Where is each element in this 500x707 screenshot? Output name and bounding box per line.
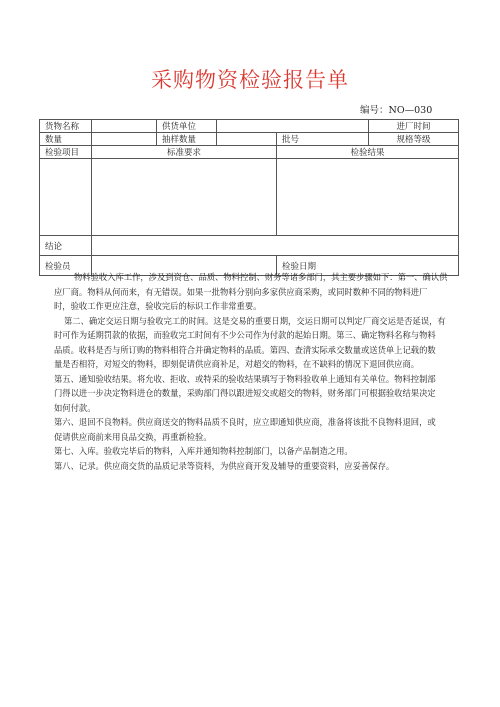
procedure-line: 物料验收入库工作，涉及到资仓、品质、物料控制、财务等诸多部门，其主要步骤如下：第一、确认供 [74, 272, 448, 282]
procedure-line: 促请供应商前来用良品交换，再重新检验。 [54, 431, 212, 442]
batch-number-label: 批号 [277, 133, 369, 146]
procedure-line: 第二、确定交运日期与验收完工的时间。这是交易的重要日期，交运日期可以判定厂商交运是否延误，有 [64, 315, 446, 326]
spec-grade-label: 规格等级 [369, 133, 459, 146]
inspection-result-header: 检验结果 [277, 146, 459, 159]
form-row-quantity [40, 133, 459, 146]
procedure-line: 时，验收工作更应注意，验收完后的标识工作非常重要。 [54, 301, 262, 311]
inspection-result-cell[interactable] [277, 159, 459, 236]
procedure-line: 第六、退回不良物料。供应商送交的物料品质不良时，应立即通知供应商，准备将该批不良物料退回，或 [54, 417, 436, 427]
conclusion-value[interactable] [92, 236, 459, 256]
procedure-line: 第八、记录。供应商交货的品质记录等资料，为供应商开发及辅导的重要资料，应妥善保存。 [54, 460, 395, 471]
procedure-line: 量是否相符，对短交的物料，即刻促请供应商补足，对超交的物料，在不缺料的情况下退回供应商。 [54, 359, 420, 369]
form-row-content [40, 159, 459, 236]
goods-name-value[interactable] [92, 120, 157, 133]
procedure-line: 门得以进一步决定物料进仓的数量，采购部门得以跟进短交或超交的物料，财务部门可根据验收结果决定 [54, 388, 436, 398]
sample-quantity-label: 抽样数量 [157, 133, 217, 146]
form-row-conclusion [40, 236, 459, 256]
form-row-headers [40, 146, 459, 159]
inspection-item-cell[interactable] [40, 159, 92, 236]
sample-quantity-value[interactable] [217, 133, 277, 146]
inspect-date-label: 检验日期 [277, 256, 459, 276]
supplier-value[interactable] [217, 120, 369, 133]
form-row-goods [40, 120, 459, 133]
procedure-line: 第五、通知验收结果。将允收、拒收、或特采的验收结果填写于物料验收单上通知有关单位。物料控制部 [54, 373, 436, 384]
document-number: 编号：NO—030 [360, 105, 433, 116]
inspection-form-table [39, 119, 459, 276]
procedure-line: 时可作为延期罚款的依据，而验收完工时间有不少公司作为付款的起始日期。第三、确定物料名称与物料 [54, 330, 436, 340]
procedure-line: 如何付款。 [54, 402, 96, 413]
procedure-line: 应厂商。物料从何而来，有无错误。如果一批物料分别向多家供应商采购，或同时数种不同的物料进厂 [54, 286, 428, 297]
report-title: 采购物资检验报告单 [151, 68, 349, 92]
standard-requirement-cell[interactable] [92, 159, 277, 236]
inspection-item-header: 检验项目 [40, 146, 92, 159]
procedure-line: 第七、入库。验收完毕后的物料，入库并通知物料控制部门，以备产品制造之用。 [54, 446, 353, 456]
procedure-line: 品质。收料是否与所订购的物料相符合并确定物料的品质。第四、查清实际承交数量或送货单上记载的数 [54, 344, 436, 355]
standard-requirement-header: 标准要求 [92, 146, 277, 159]
quantity-value[interactable] [92, 133, 157, 146]
conclusion-label: 结论 [40, 236, 92, 256]
procedure-text [54, 270, 462, 473]
supplier-label: 供货单位 [157, 120, 217, 133]
inspector-label: 检验员 [40, 256, 92, 276]
entry-time-label: 进厂时间 [369, 120, 459, 133]
quantity-label: 数量 [40, 133, 92, 146]
goods-name-label: 货物名称 [40, 120, 92, 133]
